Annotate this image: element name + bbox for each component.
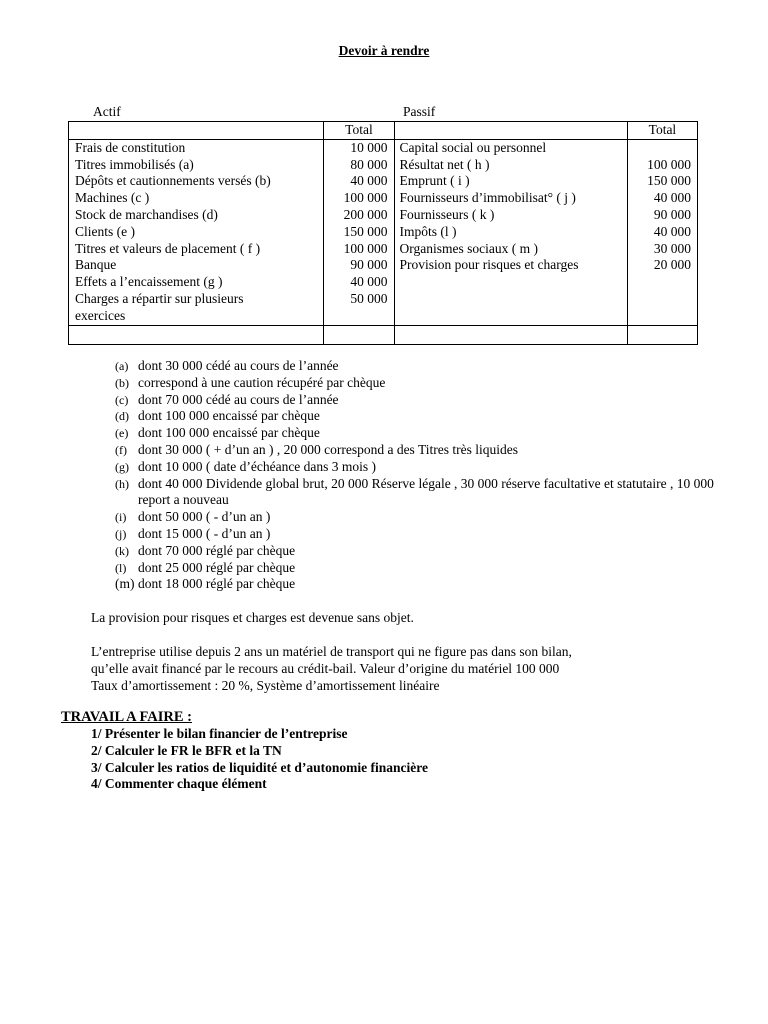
actif-value: 150 000 [343, 223, 388, 239]
footnote [115, 509, 715, 526]
actif-value: 10 000 [350, 139, 388, 155]
footnote-marker: (m) [115, 576, 135, 592]
travail-heading [61, 709, 192, 726]
passif-item: Fournisseurs ( k ) [399, 206, 495, 222]
footnote-text: dont 50 000 ( - d’un an ) [138, 509, 271, 525]
passif-value: 40 000 [653, 190, 691, 206]
footnote-text: correspond à une caution récupéré par chèque [138, 374, 386, 390]
footnote-text: dont 70 000 réglé par chèque [138, 542, 296, 558]
provision-note: La provision pour risques et charges est devenue sans objet. [91, 610, 414, 625]
actif-values [324, 140, 393, 308]
footnote-marker: (d) [115, 409, 129, 424]
footnote-text: dont 10 000 ( date d’échéance dans 3 mois ) [138, 458, 377, 474]
header-cell [394, 122, 627, 140]
footnote [115, 560, 715, 577]
passif-value: 150 000 [647, 173, 691, 189]
task-item: 2/ Calculer le FR le BFR et la TN [91, 742, 282, 758]
footnote [115, 392, 715, 409]
actif-item: Clients (e ) [75, 223, 135, 239]
passif-item: Fournisseurs d’immobilisat° ( j ) [399, 190, 576, 206]
actif-value: 100 000 [343, 240, 388, 256]
footnote [115, 459, 715, 476]
passif-items-cell [394, 139, 627, 325]
actif-item: Titres immobilisés (a) [75, 156, 194, 172]
passif-item: Résultat net ( h ) [399, 156, 490, 172]
footnote [115, 543, 715, 560]
table-body-row [69, 139, 698, 325]
passif-value: 100 000 [647, 156, 691, 172]
actif-items [69, 140, 323, 325]
footnotes-list [115, 358, 715, 593]
footnote-text: dont 40 000 Dividende global brut, 20 000 Réserve légale , 30 000 réserve facultative et statutaire , 10 000 report a nouveau [138, 475, 714, 508]
footnote [115, 442, 715, 459]
passif-item: Emprunt ( i ) [399, 173, 470, 189]
footnote-marker: (i) [115, 510, 127, 525]
table-empty-row [69, 325, 698, 344]
actif-value: 40 000 [350, 274, 388, 290]
table-header-row [69, 122, 698, 140]
footnote-marker: (f) [115, 442, 127, 457]
passif-total-header: Total [627, 122, 697, 140]
actif-item: exercices [75, 307, 126, 323]
passif-values-cell [627, 139, 697, 325]
footnote-marker: (b) [115, 375, 129, 390]
actif-values-cell [324, 139, 394, 325]
actif-value: 90 000 [350, 257, 388, 273]
passif-item: Provision pour risques et charges [399, 257, 579, 273]
footnote-marker: (k) [115, 543, 129, 558]
paragraph-line: L’entreprise utilise depuis 2 ans un matériel de transport qui ne figure pas dans son bilan, [91, 644, 572, 659]
footnote-marker: (e) [115, 426, 129, 441]
footnote [115, 358, 715, 375]
footnote-marker: (l) [115, 560, 127, 575]
task-item: 4/ Commenter chaque élément [91, 776, 267, 792]
footnote-marker: (h) [115, 476, 129, 491]
actif-total-header: Total [324, 122, 394, 140]
footnote-marker: (a) [115, 359, 129, 373]
passif-value: 30 000 [653, 240, 691, 256]
actif-item: Titres et valeurs de placement ( f ) [75, 240, 261, 256]
actif-item: Dépôts et cautionnements versés (b) [75, 173, 271, 189]
footnote [115, 526, 715, 543]
footnote-marker: (c) [115, 392, 129, 407]
actif-item: Frais de constitution [75, 139, 186, 155]
actif-value: 80 000 [350, 156, 388, 172]
actif-value: 50 000 [350, 290, 388, 306]
footnote-text: dont 70 000 cédé au cours de l’année [138, 391, 339, 407]
footnote-text: dont 18 000 réglé par chèque [138, 576, 296, 592]
header-cell [69, 122, 324, 140]
actif-item: Machines (c ) [75, 190, 150, 206]
passif-item: Capital social ou personnel [399, 139, 547, 155]
footnote-text: dont 100 000 encaissé par chèque [138, 408, 320, 424]
actif-value: 200 000 [343, 206, 388, 222]
task-list [91, 726, 428, 793]
footnote [115, 408, 715, 425]
footnote [115, 576, 715, 593]
passif-item: Organismes sociaux ( m ) [399, 240, 538, 256]
actif-item: Banque [75, 257, 117, 273]
passif-value: 20 000 [653, 257, 691, 273]
footnote [115, 476, 715, 510]
page-title: Devoir à rendre [338, 43, 430, 58]
passif-value [628, 140, 697, 157]
paragraph-line: qu’elle avait financé par le recours au crédit-bail. Valeur d’origine du matériel 100 000 [91, 660, 560, 676]
credit-bail-paragraph [91, 644, 691, 694]
balance-sheet-table [68, 121, 698, 345]
travail-heading-text: TRAVAIL A FAIRE [61, 709, 184, 725]
footnote-text: dont 30 000 cédé au cours de l’année [138, 358, 339, 373]
actif-item: Stock de marchandises (d) [75, 206, 218, 222]
paragraph-line: Taux d’amortissement : 20 %, Système d’amortissement linéaire [91, 677, 440, 693]
actif-value: 40 000 [350, 173, 388, 189]
footnote-text: dont 15 000 ( - d’un an ) [138, 525, 271, 541]
passif-items [395, 140, 627, 274]
footnote-text: dont 25 000 réglé par chèque [138, 559, 296, 575]
passif-label: Passif [403, 104, 436, 119]
footnote [115, 375, 715, 392]
task-item: 1/ Présenter le bilan financier de l’entreprise [91, 726, 348, 741]
actif-item: Effets a l’encaissement (g ) [75, 274, 223, 290]
actif-value: 100 000 [343, 190, 388, 206]
passif-value: 90 000 [653, 206, 691, 222]
footnote-marker: (g) [115, 459, 129, 474]
passif-item: Impôts (l ) [399, 223, 457, 239]
task-item: 3/ Calculer les ratios de liquidité et d’autonomie financière [91, 759, 428, 775]
footnote-text: dont 30 000 ( + d’un an ) , 20 000 correspond a des Titres très liquides [138, 441, 518, 457]
actif-item: Charges a répartir sur plusieurs [75, 290, 244, 306]
footnote-marker: (j) [115, 526, 127, 541]
actif-label: Actif [93, 104, 121, 119]
actif-items-cell [69, 139, 324, 325]
passif-values [628, 140, 697, 274]
footnote-text: dont 100 000 encaissé par chèque [138, 425, 320, 441]
travail-heading-colon: : [183, 709, 192, 725]
passif-value: 40 000 [653, 223, 691, 239]
footnote [115, 425, 715, 442]
